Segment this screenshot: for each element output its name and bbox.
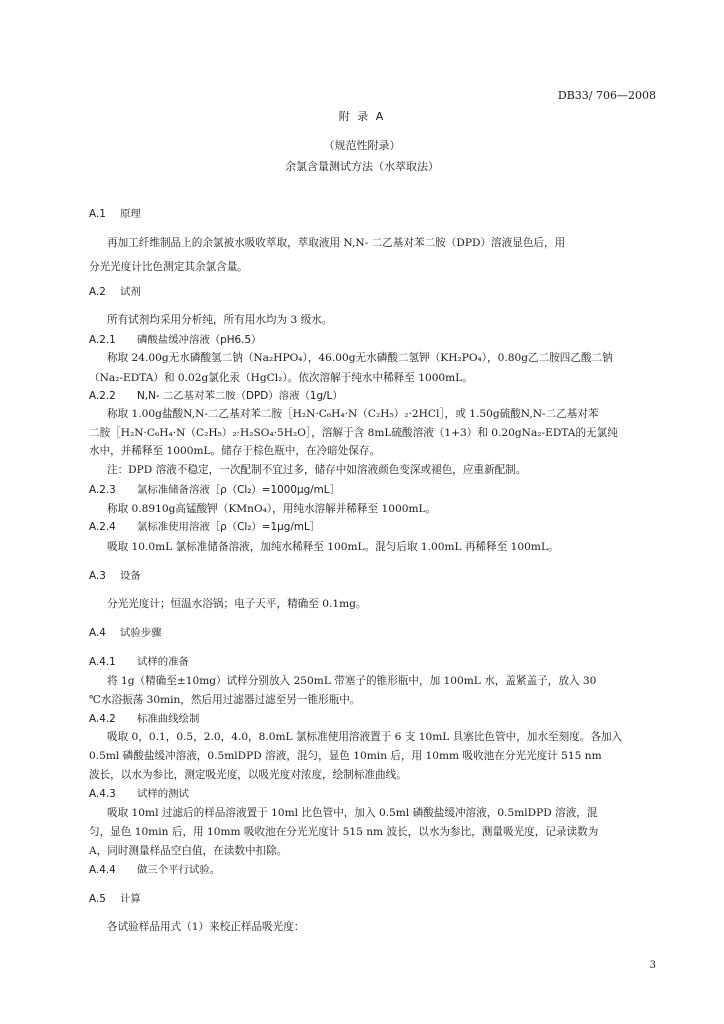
subsection-number: A.4.4 <box>89 864 116 876</box>
note-line: 注：DPD 溶液不稳定，一次配制不宜过多，储存中如溶液颜色变深或褪色，应重新配制。 <box>107 464 527 476</box>
subsection-title: 氯标准使用溶液［ρ（Cl₂）=1μg/mL］ <box>137 521 321 533</box>
subsection-title: 氯标准储备溶液［ρ（Cl₂）=1000μg/mL］ <box>137 484 340 496</box>
appendix-type: （规范性附录） <box>323 139 401 152</box>
section-title: 计算 <box>120 893 141 905</box>
subsection-title: 做三个平行试验。 <box>137 864 221 876</box>
appendix-title: 余氯含量测试方法（水萃取法） <box>285 160 439 173</box>
subsection-title: N,N- 二乙基对苯二胺（DPD）溶液（1g/L） <box>137 390 343 402</box>
paragraph-line: 匀，显色 10min 后，用 10mm 吸收池在分光光度计 515 nm 波长，以水为参比，测量吸光度，记录读数为 <box>89 826 599 838</box>
appendix-label: 附 录 A <box>338 110 386 123</box>
subsection-number: A.4.2 <box>89 713 116 725</box>
section-title: 原理 <box>120 208 141 220</box>
page-number: 3 <box>649 960 656 971</box>
paragraph-line: 所有试剂均采用分析纯，所有用水均为 3 级水。 <box>107 314 333 326</box>
subsection-heading-a42 <box>89 712 199 726</box>
subsection-number: A.2.3 <box>89 484 116 496</box>
subsection-title: 磷酸盐缓冲溶液（pH6.5） <box>137 334 262 346</box>
paragraph-line: 称取 0.8910g高锰酸钾（KMnO₄），用纯水溶解并稀释至 1000mL。 <box>107 503 437 515</box>
paragraph-line: 水中，并稀释至 1000mL。储存于棕色瓶中，在冷暗处保存。 <box>89 445 381 457</box>
section-number: A.5 <box>89 893 106 905</box>
paragraph-line: 二胺［H₂N·C₆H₄·N（C₂H₅）₂·H₂SO₄·5H₂O］，溶解于含 8mL硫酸溶液（1+3）和 0.20gNa₂-EDTA的无氯纯 <box>89 427 618 439</box>
subsection-number: A.2.2 <box>89 390 116 402</box>
subsection-heading-a43 <box>89 787 189 801</box>
paragraph-line: （Na₂-EDTA）和 0.02g氯化汞（HgCl₂）。依次溶解于纯水中稀释至 1000mL。 <box>89 372 473 384</box>
paragraph-line: 将 1g（精确至±10mg）试样分别放入 250mL 带塞子的锥形瓶中，加 100mL 水，盖紧盖子，放入 30 <box>107 675 597 687</box>
subsection-heading-a21 <box>89 333 261 347</box>
paragraph-line: 分光光度计比色测定其余氯含量。 <box>89 261 248 273</box>
subsection-heading-a22 <box>89 389 343 403</box>
section-heading-a3 <box>89 569 141 583</box>
section-heading-a5 <box>89 892 141 906</box>
paragraph-line: 各试验样品用式（1）来校正样品吸光度： <box>107 921 305 933</box>
paragraph-line: 吸取 10ml 过滤后的样品溶液置于 10ml 比色管中，加入 0.5ml 磷酸盐缓冲溶液，0.5mlDPD 溶液，混 <box>107 807 598 819</box>
subsection-number: A.2.4 <box>89 521 116 533</box>
section-number: A.2 <box>89 286 106 298</box>
section-heading-a2 <box>89 285 141 299</box>
section-heading-a4 <box>89 626 162 640</box>
document-code: DB33/ 706—2008 <box>557 89 656 102</box>
paragraph-line: 分光光度计；恒温水浴锅；电子天平，精确至 0.1mg。 <box>107 598 367 610</box>
paragraph-line: 波长，以水为参比，测定吸光度，以吸光度对浓度，绘制标准曲线。 <box>89 769 407 781</box>
section-number: A.3 <box>89 570 106 582</box>
subsection-title: 试样的准备 <box>137 656 189 668</box>
paragraph-line: A，同时测量样品空白值，在读数中扣除。 <box>89 845 288 857</box>
section-number: A.4 <box>89 627 106 639</box>
section-title: 试剂 <box>120 286 141 298</box>
subsection-heading-a23 <box>89 483 340 497</box>
paragraph-line: 吸取 0，0.1，0.5，2.0，4.0，8.0mL 氯标准使用溶液置于 6 支 10mL 具塞比色管中，加水至刻度。各加入 <box>107 731 623 743</box>
subsection-title: 试样的测试 <box>137 788 189 800</box>
paragraph-line: 再加工纤维制品上的余氯被水吸收萃取，萃取液用 N,N- 二乙基对苯二胺（DPD）溶液显色后，用 <box>107 237 566 249</box>
paragraph-line: 称取 24.00g无水磷酸氢二钠（Na₂HPO₄），46.00g无水磷酸二氢钾（KH₂PO₄），0.80g乙二胺四乙酸二钠 <box>107 352 613 364</box>
subsection-heading-a44 <box>89 863 220 877</box>
paragraph-line: ℃水浴振荡 30min，然后用过滤器过滤至另一锥形瓶中。 <box>89 694 361 706</box>
subsection-heading-a24 <box>89 520 320 534</box>
subsection-number: A.4.3 <box>89 788 116 800</box>
section-title: 试验步骤 <box>120 627 162 639</box>
section-heading-a1 <box>89 207 141 221</box>
subsection-heading-a41 <box>89 655 189 669</box>
paragraph-line: 称取 1.00g盐酸N,N-二乙基对苯二胺［H₂N·C₆H₄·N（C₂H₅）₂·2HCl］，或 1.50g硫酸N,N-二乙基对苯 <box>107 408 599 420</box>
subsection-number: A.4.1 <box>89 656 116 668</box>
paragraph-line: 0.5ml 磷酸盐缓冲溶液，0.5mlDPD 溶液，混匀，显色 10min 后，用 10mm 吸收池在分光光度计 515 nm <box>89 750 602 762</box>
subsection-title: 标准曲线绘制 <box>137 713 200 725</box>
subsection-number: A.2.1 <box>89 334 116 346</box>
paragraph-line: 吸取 10.0mL 氯标准储备溶液，加纯水稀释至 100mL。混匀后取 1.00mL 再稀释至 100mL。 <box>107 541 559 553</box>
section-title: 设备 <box>120 570 141 582</box>
section-number: A.1 <box>89 208 106 220</box>
